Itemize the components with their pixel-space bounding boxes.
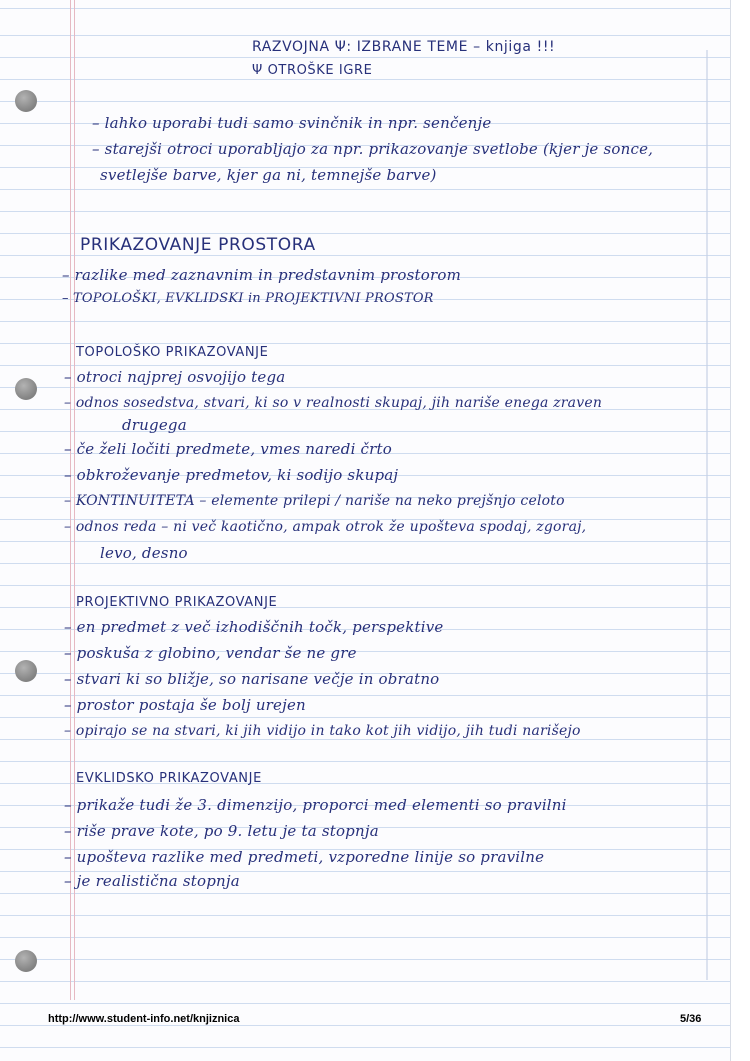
list-item: – upošteva razlike med predmeti, vzporedne linije so pravilne — [64, 848, 545, 866]
list-item: – stvari ki so bližje, so narisane večje in obratno — [64, 670, 440, 688]
page-number: 5/36 — [680, 1013, 702, 1025]
intro-line: – lahko uporabi tudi samo svinčnik in npr. senčenje — [92, 114, 492, 132]
intro-line: – starejši otroci uporabljajo za npr. prikazovanje svetlobe (kjer je sonce, — [92, 140, 654, 158]
footer-url: http://www.student-info.net/knjiznica — [48, 1013, 240, 1025]
section-title-evklidsko: EVKLIDSKO PRIKAZOVANJE — [76, 771, 262, 786]
list-item: – je realistična stopnja — [64, 872, 240, 890]
list-item: – riše prave kote, po 9. letu je ta stopnja — [64, 822, 379, 840]
list-item: levo, desno — [100, 544, 188, 562]
list-item: – KONTINUITETA – elemente prilepi / nariše na neko prejšnjo celoto — [64, 493, 565, 509]
section-title-topolosko: TOPOLOŠKO PRIKAZOVANJE — [76, 345, 269, 360]
list-item: – otroci najprej osvojijo tega — [64, 368, 286, 386]
list-item: – če želi ločiti predmete, vmes naredi črto — [64, 440, 392, 458]
list-item: – odnos reda – ni več kaotično, ampak otrok že upošteva spodaj, zgoraj, — [64, 519, 587, 535]
list-item: – odnos sosedstva, stvari, ki so v realnosti skupaj, jih nariše enega zraven — [64, 395, 603, 411]
header-title: RAZVOJNA Ψ: IZBRANE TEME – knjiga !!! — [252, 39, 556, 55]
list-item: – razlike med zaznavnim in predstavnim prostorom — [62, 266, 462, 284]
section-title-projektivno: PROJEKTIVNO PRIKAZOVANJE — [76, 595, 278, 610]
list-item: – TOPOLOŠKI, EVKLIDSKI in PROJEKTIVNI PROSTOR — [62, 291, 434, 306]
header-subtitle: Ψ OTROŠKE IGRE — [252, 63, 373, 78]
list-item: – prikaže tudi že 3. dimenzijo, proporci med elementi so pravilni — [64, 796, 567, 814]
list-item: – opirajo se na stvari, ki jih vidijo in tako kot jih vidijo, jih tudi narišejo — [64, 723, 581, 739]
list-item: drugega — [122, 416, 187, 434]
list-item: – prostor postaja še bolj urejen — [64, 696, 306, 714]
list-item: – obkroževanje predmetov, ki sodijo skupaj — [64, 466, 399, 484]
list-item: – poskuša z globino, vendar še ne gre — [64, 644, 357, 662]
list-item: – en predmet z več izhodiščnih točk, perspektive — [64, 618, 444, 636]
section-title-prostor: PRIKAZOVANJE PROSTORA — [80, 235, 316, 255]
intro-line: svetlejše barve, kjer ga ni, temnejše barve) — [100, 166, 437, 184]
